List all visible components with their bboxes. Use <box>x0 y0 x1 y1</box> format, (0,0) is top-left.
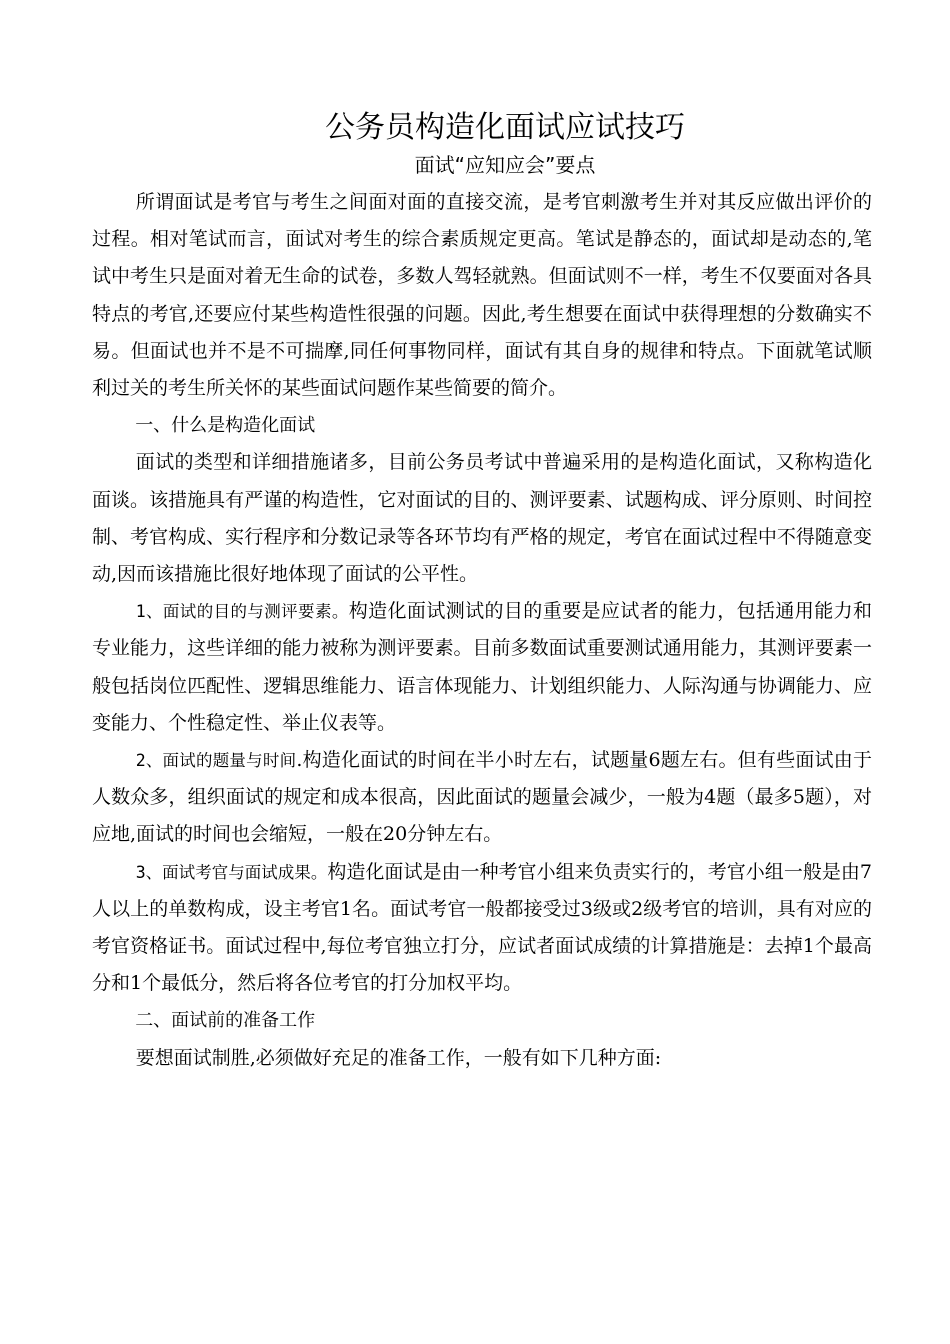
item-lead: 2、面试的题量与时间 <box>135 751 297 771</box>
list-item <box>92 593 872 742</box>
item-text: 构造化面试测试的目的重要是应试者的能力，包括通用能力和专业能力，这些详细的能力被称为测评要素。目前多数面试重要测试通用能力，其测评要素一般包括岗位匹配性、逻辑思维能力、语言体现能力、计划组织能力、人际沟通与协调能力、应变能力、个性稳定性、举止仪表等。 <box>92 600 872 734</box>
document-body <box>92 184 872 1077</box>
list-item <box>92 742 872 854</box>
item-lead: 3、面试考官与面试成果。 <box>135 862 328 882</box>
item-lead: 1、面试的目的与测评要素。 <box>135 602 349 622</box>
section-heading-1: 一、什么是构造化面试 <box>135 415 316 437</box>
section-heading-2: 二、面试前的准备工作 <box>135 1010 316 1032</box>
section-1-paragraph: 面试的类型和详细措施诸多，目前公务员考试中普遍采用的是构造化面试，又称构造化面谈。该措施具有严谨的构造性，它对面试的目的、测评要素、试题构成、评分原则、时间控制、考官构成、实行程序和分数记录等各环节均有严格的规定，考官在面试过程中不得随意变动,因而该措施比很好地体现了面试的公平性。 <box>92 451 872 586</box>
item-text: .构造化面试的时间在半小时左右，试题量6题左右。但有些面试由于人数众多，组织面试的规定和成本很高，因此面试的题量会减少，一般为4题（最多5题），对应地,面试的时间也会缩短，一般在20分钟左右。 <box>92 749 872 846</box>
document-subtitle: 面试“应知应会”要点 <box>414 153 596 177</box>
intro-paragraph: 所谓面试是考官与考生之间面对面的直接交流，是考官刺激考生并对其反应做出评价的过程。相对笔试而言，面试对考生的综合素质规定更高。笔试是静态的，面试却是动态的,笔试中考生只是面对着无生命的试卷，多数人驾轻就熟。但面试则不一样，考生不仅要面对各具特点的考官,还要应付某些构造性很强的问题。因此,考生想要在面试中获得理想的分数确实不易。但面试也并不是不可揣摩,同任何事物同样，面试有其自身的规律和特点。下面就笔试顺利过关的考生所关怀的某些面试问题作某些简要的简介。 <box>92 191 872 400</box>
section-2-paragraph: 要想面试制胜,必须做好充足的准备工作，一般有如下几种方面: <box>135 1046 662 1069</box>
list-item <box>92 854 872 1003</box>
item-text: 构造化面试是由一种考官小组来负责实行的，考官小组一般是由7人以上的单数构成，设主考官1名。面试考官一般都接受过3级或2级考官的培训，具有对应的考官资格证书。面试过程中,每位考官独立打分，应试者面试成绩的计算措施是：去掉1个最高分和1个最低分，然后将各位考官的打分加权平均。 <box>92 860 872 995</box>
document-title: 公务员构造化面试应试技巧 <box>325 110 685 145</box>
